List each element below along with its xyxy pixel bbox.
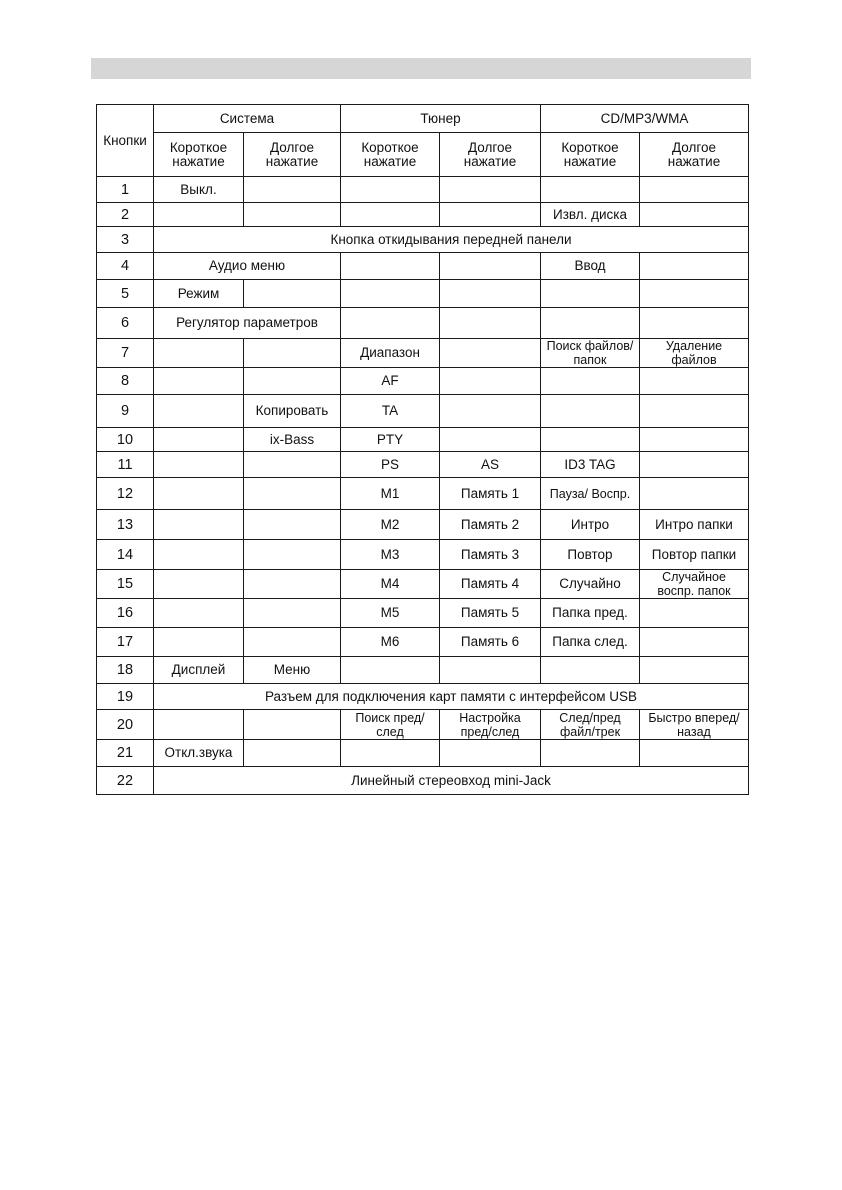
tuner-long-cell: Память 6: [440, 628, 541, 657]
buttons-table: [96, 104, 749, 795]
system-short-cell: [154, 203, 244, 227]
tuner-long-cell: Память 5: [440, 599, 541, 628]
row-number: 15: [97, 570, 154, 599]
tuner-long-cell: Память 4: [440, 570, 541, 599]
system-short-cell: [154, 452, 244, 478]
header-cd: CD/MP3/WMA: [541, 105, 749, 133]
subheader-cd-long: Долгое нажатие: [640, 133, 749, 177]
row-number: 13: [97, 510, 154, 540]
cd-short-cell: [541, 308, 640, 339]
row-number: 9: [97, 395, 154, 428]
row-number: 20: [97, 710, 154, 740]
system-long-cell: [244, 740, 341, 767]
cd-long-cell: [640, 599, 749, 628]
row-number: 19: [97, 684, 154, 710]
row-number: 4: [97, 253, 154, 280]
table-row: [97, 177, 749, 203]
row-number: 2: [97, 203, 154, 227]
system-short-cell: [154, 339, 244, 368]
cd-long-cell: [640, 308, 749, 339]
tuner-short-cell: M6: [341, 628, 440, 657]
system-short-cell: [154, 428, 244, 452]
tuner-short-cell: M3: [341, 540, 440, 570]
cd-short-cell: След/пред файл/трек: [541, 710, 640, 740]
cd-short-cell: Ввод: [541, 253, 640, 280]
cd-short-cell: Извл. диска: [541, 203, 640, 227]
system-short-cell: [154, 368, 244, 395]
system-short-cell: [154, 628, 244, 657]
cd-long-cell: [640, 253, 749, 280]
system-merged-cell: Регулятор параметров: [154, 308, 341, 339]
header-tuner: Тюнер: [341, 105, 541, 133]
tuner-short-cell: [341, 308, 440, 339]
table-row: [97, 767, 749, 795]
table-row: [97, 253, 749, 280]
cd-long-cell: [640, 428, 749, 452]
cd-long-cell: [640, 452, 749, 478]
tuner-long-cell: [440, 395, 541, 428]
tuner-short-cell: TA: [341, 395, 440, 428]
header-buttons: Кнопки: [97, 105, 154, 177]
table-row: [97, 478, 749, 510]
subheader-tuner-short: Короткое нажатие: [341, 133, 440, 177]
tuner-short-cell: [341, 253, 440, 280]
table-row: [97, 395, 749, 428]
tuner-short-cell: Диапазон: [341, 339, 440, 368]
row-number: 16: [97, 599, 154, 628]
cd-long-cell: [640, 395, 749, 428]
tuner-short-cell: M2: [341, 510, 440, 540]
row-number: 18: [97, 657, 154, 684]
tuner-long-cell: [440, 308, 541, 339]
system-short-cell: Выкл.: [154, 177, 244, 203]
subheader-system-long: Долгое нажатие: [244, 133, 341, 177]
table-row: [97, 684, 749, 710]
tuner-long-cell: AS: [440, 452, 541, 478]
tuner-short-cell: [341, 280, 440, 308]
system-long-cell: [244, 628, 341, 657]
table-row: [97, 428, 749, 452]
cd-short-cell: Пауза/ Воспр.: [541, 478, 640, 510]
cd-long-cell: [640, 280, 749, 308]
row-number: 11: [97, 452, 154, 478]
tuner-short-cell: PTY: [341, 428, 440, 452]
tuner-long-cell: [440, 203, 541, 227]
cd-long-cell: [640, 628, 749, 657]
table-row: [97, 570, 749, 599]
cd-short-cell: [541, 395, 640, 428]
row-number: 21: [97, 740, 154, 767]
system-long-cell: [244, 177, 341, 203]
cd-long-cell: [640, 203, 749, 227]
cd-short-cell: [541, 368, 640, 395]
cd-long-cell: Удаление файлов: [640, 339, 749, 368]
cd-short-cell: Папка след.: [541, 628, 640, 657]
cd-long-cell: [640, 657, 749, 684]
cd-short-cell: Интро: [541, 510, 640, 540]
cd-long-cell: Повтор папки: [640, 540, 749, 570]
tuner-short-cell: [341, 177, 440, 203]
row-number: 7: [97, 339, 154, 368]
subheader-cd-short: Короткое нажатие: [541, 133, 640, 177]
system-short-cell: [154, 395, 244, 428]
subheader-tuner-long: Долгое нажатие: [440, 133, 541, 177]
row-number: 6: [97, 308, 154, 339]
row-number: 10: [97, 428, 154, 452]
tuner-short-cell: Поиск пред/след: [341, 710, 440, 740]
system-long-cell: [244, 599, 341, 628]
cd-long-cell: [640, 740, 749, 767]
system-short-cell: [154, 570, 244, 599]
tuner-long-cell: [440, 657, 541, 684]
tuner-long-cell: Память 3: [440, 540, 541, 570]
table-row: [97, 452, 749, 478]
group-header-row: [97, 105, 749, 133]
system-short-cell: [154, 710, 244, 740]
cd-long-cell: [640, 368, 749, 395]
table-row: [97, 510, 749, 540]
tuner-long-cell: [440, 368, 541, 395]
tuner-long-cell: [440, 339, 541, 368]
row-number: 8: [97, 368, 154, 395]
table-row: [97, 203, 749, 227]
system-long-cell: Копировать: [244, 395, 341, 428]
row-number: 12: [97, 478, 154, 510]
table-row: [97, 339, 749, 368]
tuner-short-cell: M1: [341, 478, 440, 510]
tuner-short-cell: M5: [341, 599, 440, 628]
table-row: [97, 280, 749, 308]
system-long-cell: Меню: [244, 657, 341, 684]
tuner-short-cell: M4: [341, 570, 440, 599]
merged-description-cell: Кнопка откидывания передней панели: [154, 227, 749, 253]
sub-header-row: [97, 133, 749, 177]
system-short-cell: [154, 510, 244, 540]
tuner-long-cell: Настройка пред/след: [440, 710, 541, 740]
header-bar: [91, 58, 751, 79]
table-row: [97, 710, 749, 740]
tuner-long-cell: Память 2: [440, 510, 541, 540]
cd-short-cell: ID3 TAG: [541, 452, 640, 478]
tuner-long-cell: [440, 428, 541, 452]
system-long-cell: [244, 280, 341, 308]
system-short-cell: Режим: [154, 280, 244, 308]
system-short-cell: Откл.звука: [154, 740, 244, 767]
table-row: [97, 227, 749, 253]
cd-short-cell: [541, 177, 640, 203]
system-merged-cell: Аудио меню: [154, 253, 341, 280]
system-long-cell: [244, 203, 341, 227]
cd-short-cell: Повтор: [541, 540, 640, 570]
row-number: 3: [97, 227, 154, 253]
cd-short-cell: [541, 428, 640, 452]
tuner-long-cell: [440, 740, 541, 767]
cd-short-cell: [541, 657, 640, 684]
merged-description-cell: Линейный стереовход mini-Jack: [154, 767, 749, 795]
subheader-system-short: Короткое нажатие: [154, 133, 244, 177]
system-long-cell: [244, 478, 341, 510]
table-row: [97, 740, 749, 767]
system-long-cell: [244, 540, 341, 570]
cd-long-cell: Случайное воспр. папок: [640, 570, 749, 599]
system-long-cell: [244, 452, 341, 478]
cd-long-cell: Быстро вперед/назад: [640, 710, 749, 740]
cd-short-cell: Поиск файлов/папок: [541, 339, 640, 368]
system-short-cell: [154, 478, 244, 510]
system-long-cell: [244, 368, 341, 395]
table-row: [97, 368, 749, 395]
table-row: [97, 628, 749, 657]
tuner-short-cell: [341, 203, 440, 227]
tuner-short-cell: AF: [341, 368, 440, 395]
tuner-long-cell: [440, 253, 541, 280]
row-number: 1: [97, 177, 154, 203]
cd-long-cell: [640, 177, 749, 203]
tuner-long-cell: Память 1: [440, 478, 541, 510]
row-number: 5: [97, 280, 154, 308]
cd-short-cell: [541, 740, 640, 767]
table-row: [97, 308, 749, 339]
row-number: 17: [97, 628, 154, 657]
table-row: [97, 599, 749, 628]
tuner-short-cell: [341, 657, 440, 684]
system-short-cell: Дисплей: [154, 657, 244, 684]
system-long-cell: [244, 510, 341, 540]
system-short-cell: [154, 599, 244, 628]
cd-long-cell: Интро папки: [640, 510, 749, 540]
row-number: 14: [97, 540, 154, 570]
tuner-long-cell: [440, 280, 541, 308]
table-row: [97, 540, 749, 570]
cd-short-cell: Папка пред.: [541, 599, 640, 628]
cd-short-cell: [541, 280, 640, 308]
tuner-long-cell: [440, 177, 541, 203]
system-long-cell: [244, 339, 341, 368]
system-short-cell: [154, 540, 244, 570]
header-system: Система: [154, 105, 341, 133]
system-long-cell: [244, 570, 341, 599]
row-number: 22: [97, 767, 154, 795]
cd-long-cell: [640, 478, 749, 510]
merged-description-cell: Разъем для подключения карт памяти с интерфейсом USB: [154, 684, 749, 710]
tuner-short-cell: PS: [341, 452, 440, 478]
system-long-cell: [244, 710, 341, 740]
table-row: [97, 657, 749, 684]
system-long-cell: ix-Bass: [244, 428, 341, 452]
tuner-short-cell: [341, 740, 440, 767]
cd-short-cell: Случайно: [541, 570, 640, 599]
